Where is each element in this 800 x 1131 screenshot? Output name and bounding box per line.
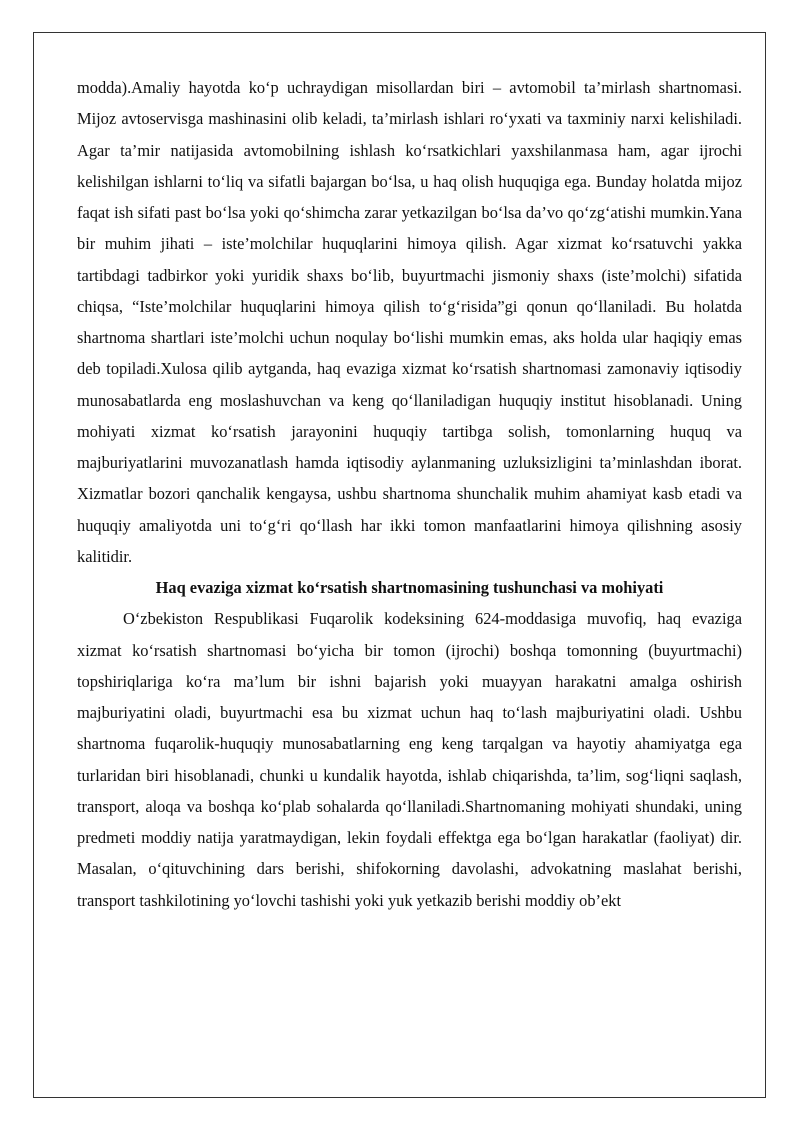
document-body (77, 72, 742, 916)
section-heading: Haq evaziga xizmat ko‘rsatish shartnomasining tushunchasi va mohiyati (155, 578, 664, 597)
paragraph-definition: O‘zbekiston Respublikasi Fuqarolik kodeksining 624-moddasiga muvofiq, haq evaziga xizmat ko‘rsatish shartnomasi bo‘yicha bir tomon (ijrochi) boshqa tomonning (buyurtmachi) topshiriqlariga ko‘ra ma’lum bir ishni bajarish yoki muayyan harakatni amalga oshirish majburiyatini oladi, buyurtmachi esa bu xizmat uchun haq to‘lash majburiyatini oladi. Ushbu shartnoma fuqarolik-huquqiy munosabatlarning eng keng tarqalgan va hayotiy ahamiyatga ega turlaridan biri hisoblanadi, chunki u kundalik hayotda, ishlab chiqarishda, ta’lim, sog‘liqni saqlash, transport, aloqa va boshqa ko‘plab sohalarda qo‘llaniladi.Shartnomaning mohiyati shundaki, uning predmeti moddiy natija yaratmaydigan, lekin foydali effektga ega bo‘lgan harakatlar (faoliyat) dir. Masalan, o‘qituvchining dars berishi, shifokorning davolashi, advokatning maslahat berishi, transport tashkilotining yo‘lovchi tashishi yoki yuk yetkazib berishi moddiy ob’ekt (77, 609, 742, 910)
paragraph-intro: modda).Amaliy hayotda ko‘p uchraydigan misollardan biri – avtomobil ta’mirlash shartnomasi. Mijoz avtoservisga mashinasini olib keladi, ta’mirlash ishlari ro‘yxati va taxminiy narxi kelishiladi. Agar ta’mir natijasida avtomobilning ishlash ko‘rsatkichlari yaxshilanmasa ham, agar ijrochi kelishilgan ishlarni to‘liq va sifatli bajargan bo‘lsa, u haq olish huquqiga ega. Bunday holatda mijoz faqat ish sifati past bo‘lsa yoki qo‘shimcha zarar yetkazilgan bo‘lsa da’vo qo‘zg‘atishi mumkin.Yana bir muhim jihati – iste’molchilar huquqlarini himoya qilish. Agar xizmat ko‘rsatuvchi yakka tartibdagi tadbirkor yoki yuridik shaxs bo‘lib, buyurtmachi jismoniy shaxs (iste’molchi) sifatida chiqsa, “Iste’molchilar huquqlarini himoya qilish to‘g‘risida”gi qonun qo‘llaniladi. Bu holatda shartnoma shartlari iste’molchi uchun noqulay bo‘lishi mumkin emas, aks holda ular haqiqiy emas deb topiladi.Xulosa qilib aytganda, haq evaziga xizmat ko‘rsatish shartnomasi zamonaviy iqtisodiy munosabatlarda eng moslashuvchan va keng qo‘llaniladigan huquqiy institut hisoblanadi. Uning mohiyati xizmat ko‘rsatish jarayonini huquqiy tartibga solish, tomonlarning huquq va majburiyatlarini muvozanatlash hamda iqtisodiy aylanmaning uzluksizligini ta’minlashdan iborat. Xizmatlar bozori qanchalik kengaysa, ushbu shartnoma shunchalik muhim ahamiyat kasb etadi va huquqiy amaliyotda uni to‘g‘ri qo‘llash har ikki tomon manfaatlarini himoya qilishning asosiy kalitidir. (77, 78, 742, 566)
